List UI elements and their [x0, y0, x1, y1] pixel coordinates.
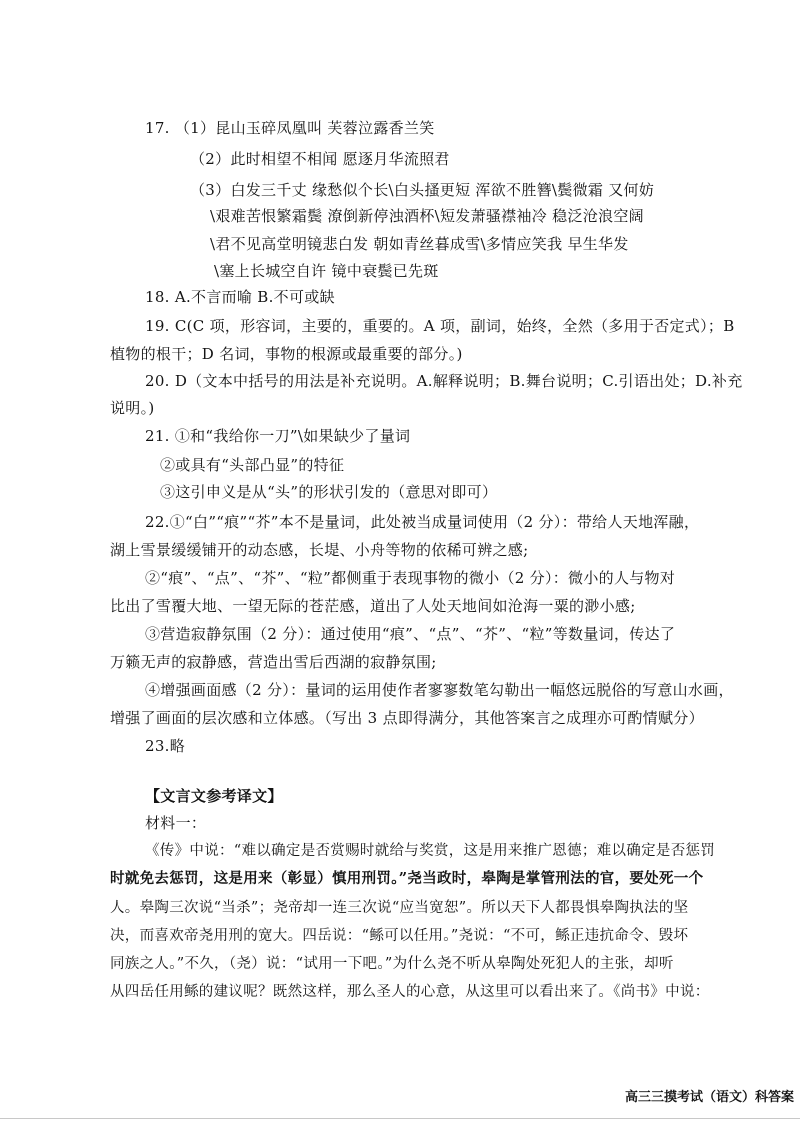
translation-line-t5: 同族之人。”不久，（尧）说：“试用一下吧。”为什么尧不听从皋陶处死犯人的主张，却听 [110, 956, 674, 972]
answer-line-q17-3d: \塞上长城空自许 镜中衰鬓已先斑 [214, 262, 439, 280]
translation-line-t1: 《传》中说：“难以确定是否赏赐时就给与奖赏，这是用来推广恩德；难以确定是否惩罚 [145, 843, 716, 859]
answer-line-q22g: ④增强画面感（2 分）：量词的运用使作者寥寥数笔勾勒出一幅悠远脱俗的写意山水画， [145, 681, 734, 699]
answer-line-q17-1: 17. （1）昆山玉碎凤凰叫 芙蓉泣露香兰笑 [145, 119, 435, 137]
answer-line-q20b: 说明。) [110, 399, 155, 417]
answer-line-q18: 18. A.不言而喻 B.不可或缺 [145, 288, 335, 306]
translation-line-t3: 人。皋陶三次说“当杀”；尧帝却一连三次说“应当宽恕”。所以天下人都畏惧皋陶执法的坚 [110, 900, 689, 916]
translation-subheading: 材料一： [145, 814, 207, 832]
translation-line-t2: 时就免去惩罚，这是用来（彰显）慎用刑罚。”尧当政时，皋陶是掌管刑法的官，要处死一个 [110, 870, 704, 887]
answer-line-q22f: 万籁无声的寂静感，营造出雪后西湖的寂静氛围; [110, 653, 437, 671]
answer-line-q17-3c: \君不见高堂明镜悲白发 朝如青丝暮成雪\多情应笑我 早生华发 [210, 235, 629, 253]
answer-line-q22c: ②“痕”、“点”、“芥”、“粒”都侧重于表现事物的微小（2 分）：微小的人与物对 [145, 569, 676, 587]
answer-line-q17-2: （2）此时相望不相闻 愿逐月华流照君 [190, 150, 450, 168]
answer-line-q21-2: ②或具有“头部凸显”的特征 [160, 456, 345, 474]
answer-line-q20: 20. D（文本中括号的用法是补充说明。A.解释说明；B.舞台说明；C.引语出处；D.补充 [145, 372, 743, 390]
answer-line-q22: 22.①“白”“痕”“芥”本不是量词，此处被当成量词使用（2 分）：带给人天地浑融， [145, 513, 700, 531]
answer-line-q19: 19. C(C 项，形容词，主要的，重要的。A 项，副词，始终，全然（多用于否定式）；B [145, 317, 735, 335]
bottom-rule [0, 1118, 800, 1119]
answer-line-q22d: 比出了雪覆大地、一望无际的苍茫感，道出了人处天地间如沧海一粟的渺小感; [110, 597, 636, 615]
answer-line-q22e: ③营造寂静氛围（2 分）：通过使用“痕”、“点”、“芥”、“粒”等数量词，传达了 [145, 625, 676, 643]
page-footer: 高三三摸考试（语文）科答案 [624, 1090, 794, 1105]
answer-line-q23: 23.略 [145, 737, 186, 755]
answer-line-q19b: 植物的根干；D 名词，事物的根源或最重要的部分。) [110, 345, 463, 363]
answer-line-q17-3b: \艰难苦恨繁霜鬓 潦倒新停浊酒杯\短发萧骚襟袖冷 稳泛沧浪空阔 [210, 207, 644, 225]
translation-heading: 【文言文参考译文】 [145, 787, 283, 805]
answer-line-q21-1: 21. ①和“我给你一刀”\如果缺少了量词 [145, 427, 411, 445]
answer-line-q22b: 湖上雪景缓缓铺开的动态感，长堤、小舟等物的依稀可辨之感; [110, 541, 529, 559]
translation-line-t4: 决，而喜欢帝尧用刑的宽大。四岳说：“鲧可以任用。”尧说：“不可，鲧正违抗命令、毁坏 [110, 928, 689, 944]
answer-line-q21-3: ③这引申义是从“头”的形状引发的（意思对即可） [160, 483, 498, 501]
answer-line-q17-3: （3）白发三千丈 缘愁似个长\白头搔更短 浑欲不胜簪\鬓微霜 又何妨 [190, 181, 655, 199]
answer-line-q22h: 增强了画面的层次感和立体感。（写出 3 点即得满分，其他答案言之成理亦可酌情赋分） [110, 709, 704, 727]
translation-line-t6: 从四岳任用鲧的建议呢？既然这样，那么圣人的心意，从这里可以看出来了。《尚书》中说： [110, 984, 710, 1000]
